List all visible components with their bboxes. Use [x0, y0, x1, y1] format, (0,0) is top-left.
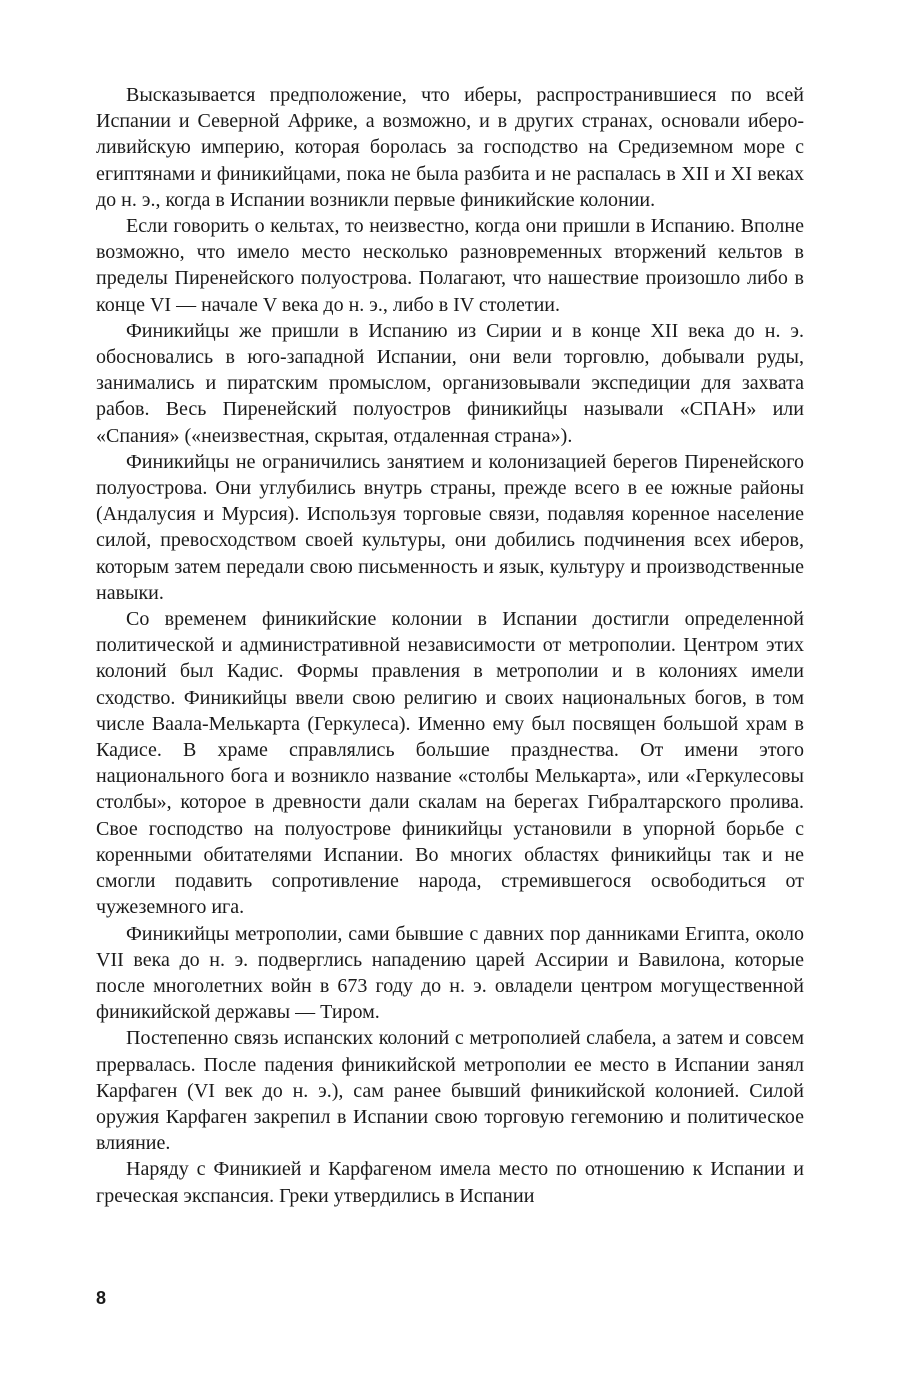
- paragraph-4: Финикийцы не ограничились занятием и колонизацией берегов Пиренейского полуострова. Они углубились внутрь страны, прежде всего в ее южные районы (Андалусия и Мурсия). Используя торговые связи, подавляя коренное население силой, превосходством своей культуры, они добились подчинения всех иберов, которым затем передали свою письменность и язык, культуру и производственные навыки.: [96, 450, 804, 604]
- page-number: 8: [96, 1288, 107, 1308]
- body-text: [96, 82, 804, 1209]
- paragraph-5: Со временем финикийские колонии в Испании достигли определенной политической и административной независимости от метрополии. Центром этих колоний был Кадис. Формы правления в метрополии и в колониях имели сходство. Финикийцы ввели свою религию и своих национальных богов, в том числе Ваала-Мелькарта (Геркулеса). Именно ему был посвящен большой храм в Кадисе. В храме справлялись большие празднества. От имени этого национального бога и возникло название «столбы Мелькарта», или «Геркулесовы столбы», которое в древности дали скалам на берегах Гибралтарского пролива. Свое господство на полуострове финикийцы установили в упорной борьбе с коренными обитателями Испании. Во многих областях финикийцы так и не смогли подавить сопротивление народа, стремившегося освободиться от чужеземного ига.: [96, 608, 804, 919]
- paragraph-1: Высказывается предположение, что иберы, распространившиеся по всей Испании и Северной Африке, а возможно, и в других странах, основали иберо-ливийскую империю, которая боролась за господство на Средиземном море с египтянами и финикийцами, пока не была разбита и не распалась в XII и XI веках до н. э., когда в Испании возникли первые финикийские колонии.: [96, 84, 804, 211]
- paragraph-6: Финикийцы метрополии, сами бывшие с давних пор данниками Египта, около VII века до н. э. подверглись нападению царей Ассирии и Вавилона, которые после многолетних войн в 673 году до н. э. овладели центром могущественной финикийской державы — Тиром.: [96, 922, 804, 1024]
- paragraph-2: Если говорить о кельтах, то неизвестно, когда они пришли в Испанию. Вполне возможно, что имело место несколько разновременных вторжений кельтов в пределы Пиренейского полуострова. Полагают, что нашествие произошло либо в конце VI — начале V века до н. э., либо в IV столетии.: [96, 215, 804, 316]
- paragraph-3: Финикийцы же пришли в Испанию из Сирии и в конце XII века до н. э. обосновались в юго-западной Испании, они вели торговлю, добывали руды, занимались и пиратским промыслом, организовывали экспедиции для захвата рабов. Весь Пиренейский полуостров финикийцы называли «СПАН» или «Спания» («неизвестная, скрытая, отдаленная страна»).: [96, 319, 804, 447]
- paragraph-7: Постепенно связь испанских колоний с метрополией слабела, а затем и совсем прервалась. После падения финикийской метрополии ее место в Испании занял Карфаген (VI век до н. э.), сам ранее бывший финикийской колонией. Силой оружия Карфаген закрепил в Испании свою торговую гегемонию и политическое влияние.: [96, 1027, 804, 1155]
- paragraph-8: Наряду с Финикией и Карфагеном имела место по отношению к Испании и греческая экспансия. Греки утвердились в Испании: [96, 1158, 804, 1207]
